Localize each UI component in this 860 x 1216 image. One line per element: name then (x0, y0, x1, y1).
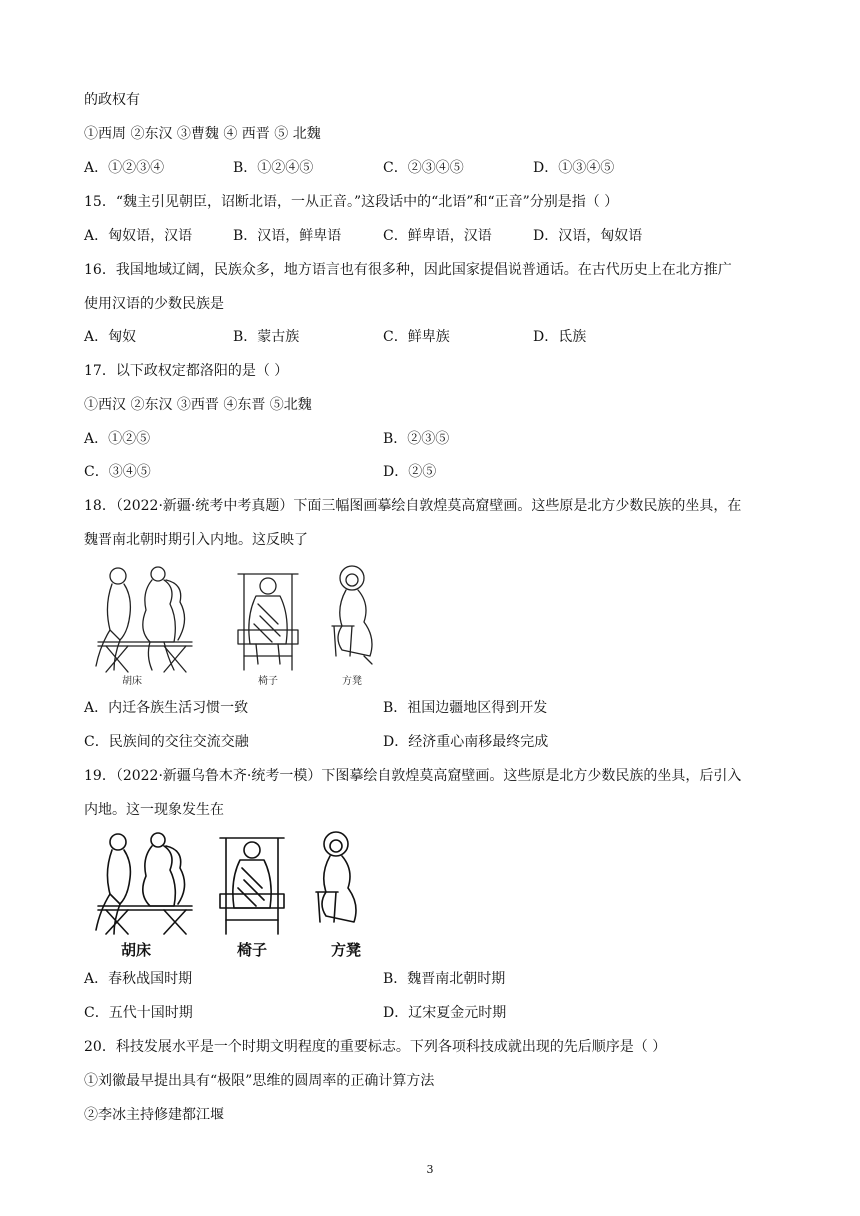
q14-option-c: C．②③④⑤ (383, 160, 464, 176)
q17-items: ①西汉 ②东汉 ③西晋 ④东晋 ⑤北魏 (84, 397, 312, 413)
q20-item-2: ②李冰主持修建都江堰 (84, 1107, 224, 1123)
page-number: 3 (426, 1163, 434, 1176)
q14-option-a: A．①②③④ (84, 160, 165, 176)
q15-stem: 15．“魏主引见朝臣，诏断北语，一从正音。”这段话中的“北语”和“正音”分别是指（ ） (84, 194, 619, 210)
q16-option-d: D．氐族 (533, 329, 587, 345)
q15-option-b: B．汉语，鲜卑语 (233, 228, 342, 244)
hu-bed-drawing (96, 567, 192, 672)
q16-option-c: C．鲜卑族 (383, 329, 450, 345)
q14-stem-tail: 的政权有 (84, 92, 140, 108)
square-stool-drawing (332, 566, 372, 664)
q15-option-a: A．匈奴语，汉语 (84, 228, 193, 244)
q19-seating-figure (80, 828, 400, 960)
q17-option-c: C．③④⑤ (84, 464, 151, 480)
q14-items: ①西周 ②东汉 ③曹魏 ④ 西晋 ⑤ 北魏 (84, 126, 321, 142)
q18-seating-figure (80, 560, 400, 688)
q18-stem-line1: 18．（2022·新疆·统考中考真题）下面三幅图画摹绘自敦煌莫高窟壁画。这些原是北方少数民族的坐具，在 (84, 498, 742, 514)
q20-stem: 20．科技发展水平是一个时期文明程度的重要标志。下列各项科技成就出现的先后顺序是（ ） (84, 1039, 667, 1055)
q18-option-a: A．内迁各族生活习惯一致 (84, 700, 249, 716)
q19-stem-line2: 内地。这一现象发生在 (84, 802, 224, 818)
q18-stem-line2: 魏晋南北朝时期引入内地。这反映了 (84, 532, 308, 548)
chair-drawing (238, 574, 298, 670)
q19-option-d: D．辽宋夏金元时期 (383, 1005, 507, 1021)
q16-stem-line1: 16．我国地域辽阔，民族众多，地方语言也有很多种，因此国家提倡说普通话。在古代历史上在北方推广 (84, 262, 732, 278)
square-stool-drawing (316, 832, 356, 922)
q20-item-1: ①刘徽最早提出具有“极限”思维的圆周率的正确计算方法 (84, 1073, 435, 1089)
chair-drawing (220, 838, 284, 934)
q18-option-b: B．祖国边疆地区得到开发 (383, 700, 548, 716)
q18-label-hu-bed: 胡床 (122, 676, 142, 687)
q17-option-d: D．②⑤ (383, 464, 437, 480)
q17-option-b: B．②③⑤ (383, 431, 450, 447)
q19-label-hu-bed: 胡床 (120, 941, 152, 959)
q14-option-b: B．①②④⑤ (233, 160, 314, 176)
q15-option-d: D．汉语，匈奴语 (533, 228, 643, 244)
q16-option-a: A．匈奴 (84, 329, 137, 345)
q16-stem-line2: 使用汉语的少数民族是 (84, 296, 224, 312)
q18-label-chair: 椅子 (258, 676, 278, 687)
q19-label-chair: 椅子 (236, 941, 268, 959)
q19-option-a: A．春秋战国时期 (84, 971, 193, 987)
q18-option-d: D．经济重心南移最终完成 (383, 734, 549, 750)
q17-stem: 17．以下政权定都洛阳的是（ ） (84, 363, 289, 379)
q19-option-b: B．魏晋南北朝时期 (383, 971, 506, 987)
q17-option-a: A．①②⑤ (84, 431, 151, 447)
hu-bed-drawing (96, 833, 192, 934)
q19-option-c: C．五代十国时期 (84, 1005, 193, 1021)
q19-label-stool: 方凳 (330, 941, 362, 959)
q19-stem-line1: 19．（2022·新疆乌鲁木齐·统考一模）下图摹绘自敦煌莫高窟壁画。这些原是北方少数民族的坐具，后引入 (84, 768, 742, 784)
q18-label-stool: 方凳 (342, 676, 362, 687)
q16-option-b: B．蒙古族 (233, 329, 300, 345)
q18-option-c: C．民族间的交往交流交融 (84, 734, 249, 750)
q15-option-c: C．鲜卑语，汉语 (383, 228, 492, 244)
q14-option-d: D．①③④⑤ (533, 160, 615, 176)
